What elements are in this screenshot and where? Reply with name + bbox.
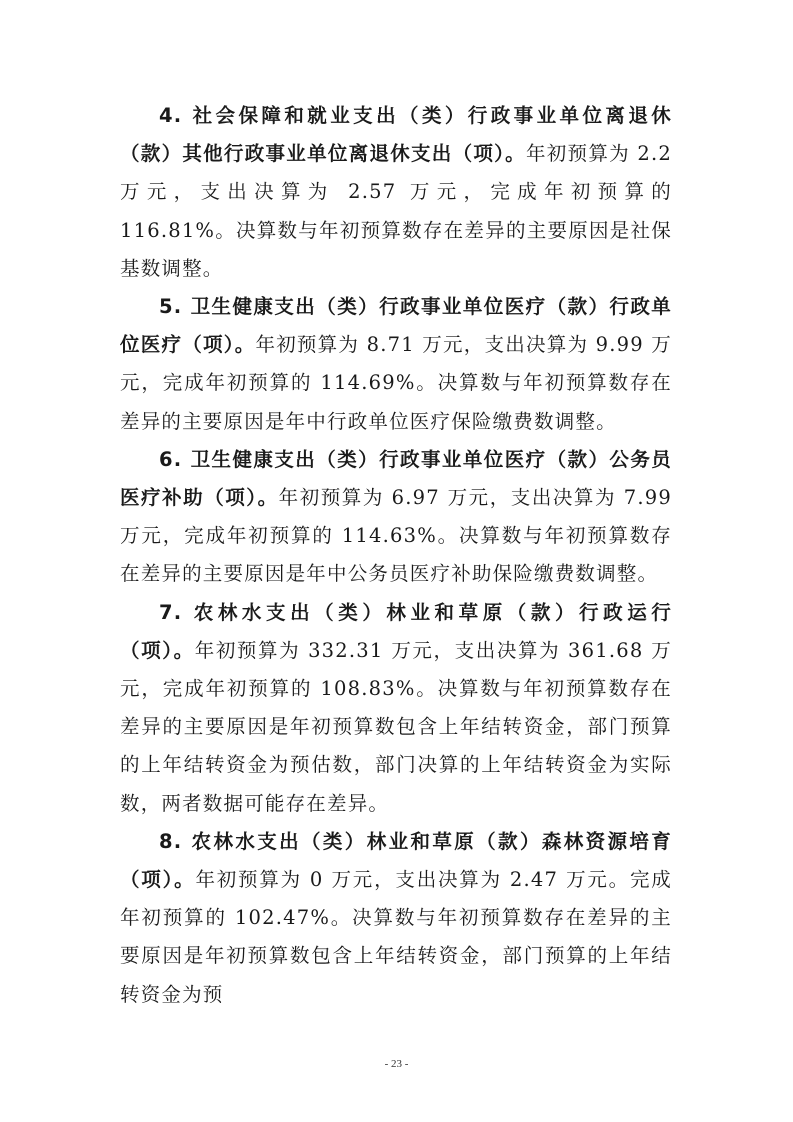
item-body: 年初预算为 332.31 万元，支出决算为 361.68 万元，完成年初预算的 108.83%。决算数与年初预算数存在差异的主要原因是年初预算数包含上年结转资金，部门预算的上年结转资金为预估数，部门决算的上年结转资金为实际数，两者数据可能存在差异。 bbox=[120, 638, 672, 815]
paragraph-item-7 bbox=[120, 594, 672, 823]
item-heading: 4. 社会保障和就业支出（类）行政事业单位离退休（款）其他行政事业单位离退休支出（项）。 bbox=[120, 104, 672, 166]
item-body: 年初预算为 2.2 万元，支出决算为 2.57 万元，完成年初预算的 116.81%。决算数与年初预算数存在差异的主要原因是社保基数调整。 bbox=[120, 142, 672, 280]
item-heading: 5. 卫生健康支出（类）行政事业单位医疗（款）行政单位医疗（项）。 bbox=[120, 295, 672, 357]
item-body: 年初预算为 6.97 万元，支出决算为 7.99 万元，完成年初预算的 114.63%。决算数与年初预算数存在差异的主要原因是年中公务员医疗补助保险缴费数调整。 bbox=[120, 486, 672, 586]
item-heading: 7. 农林水支出（类）林业和草原（款）行政运行（项）。 bbox=[120, 600, 672, 662]
document-body bbox=[120, 97, 672, 1014]
paragraph-item-5 bbox=[120, 288, 672, 441]
item-heading: 6. 卫生健康支出（类）行政事业单位医疗（款）公务员医疗补助（项）。 bbox=[120, 447, 672, 510]
item-body: 年初预算为 0 万元，支出决算为 2.47 万元。完成年初预算的 102.47%。决算数与年初预算数存在差异的主要原因是年初预算数包含上年结转资金，部门预算的上年结转资金为预 bbox=[120, 868, 672, 1006]
paragraph-item-6 bbox=[120, 441, 672, 594]
paragraph-item-4 bbox=[120, 97, 672, 288]
item-body: 年初预算为 8.71 万元，支出决算为 9.99 万元，完成年初预算的 114.69%。决算数与年初预算数存在差异的主要原因是年中行政单位医疗保险缴费数调整。 bbox=[120, 333, 672, 433]
page-number: - 23 - bbox=[384, 1058, 409, 1070]
item-heading: 8. 农林水支出（类）林业和草原（款）森林资源培育（项）。 bbox=[120, 829, 672, 892]
paragraph-item-8 bbox=[120, 823, 672, 1014]
